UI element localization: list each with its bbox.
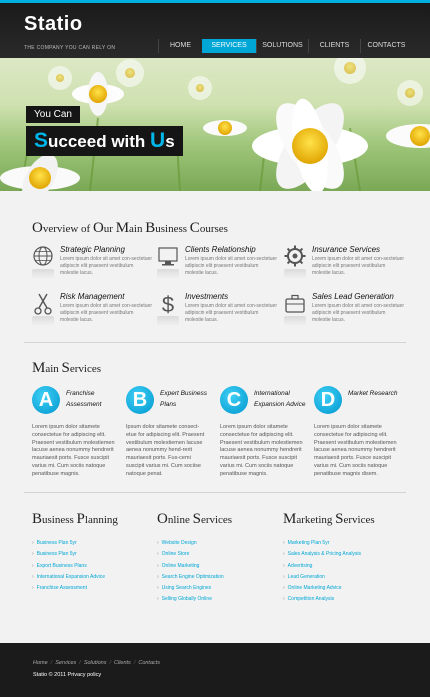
column-title: Marketing Services: [283, 511, 375, 527]
list-item[interactable]: › Marketing Plan 5yr: [283, 540, 330, 546]
site-header: [0, 3, 430, 58]
service-text: Lorem ipsum dolor sitamete consectetue for adipiscing elit. Praesent vestibulum molestiemen lacuse aenea nonummy hendrerit mauriaesit ports. Fusce suscipit varius mi. Cum sociis natoque penatibuse magnis.: [32, 424, 115, 477]
briefcase-icon: [284, 292, 306, 316]
footer-link-solutions[interactable]: Solutions: [83, 660, 107, 666]
list-item[interactable]: › Website Design: [157, 540, 197, 546]
feature-text: Lorem ipsum dolor sit amet con-sectetuer adipiscin elit praesent vestibulum molestie lacus.: [312, 256, 404, 276]
gear-icon: [284, 245, 306, 269]
monitor-icon: [157, 245, 179, 269]
dollar-icon: [157, 292, 179, 316]
list-item[interactable]: › International Expansion Advice: [32, 573, 106, 580]
list-item[interactable]: › Advertising: [283, 562, 313, 569]
chevron-right-icon: ›: [283, 540, 285, 546]
chevron-right-icon: ›: [157, 551, 159, 558]
service-badge-c: C: [220, 386, 248, 414]
nav-solutions[interactable]: SOLUTIONS: [256, 39, 308, 53]
footer-link-contacts[interactable]: Contacts: [138, 660, 161, 666]
feature-title[interactable]: Sales Lead Generation: [312, 292, 394, 301]
service-title[interactable]: Market Research: [348, 390, 398, 397]
main-services-title: Main Services: [32, 360, 102, 376]
list-item[interactable]: › Franchise Assessment: [32, 585, 87, 592]
nav-clients[interactable]: CLIENTS: [308, 39, 360, 53]
nav-contacts[interactable]: CONTACTS: [360, 39, 412, 53]
list-item[interactable]: › Competition Analysis: [283, 596, 335, 603]
service-badge-b: B: [126, 386, 154, 414]
list-item[interactable]: › Business Plan 5yr: [32, 551, 77, 558]
chevron-right-icon: ›: [32, 573, 34, 580]
footer-link-clients[interactable]: Clients: [114, 660, 131, 666]
divider: [24, 342, 406, 343]
list-item[interactable]: › Search Engine Optimization: [157, 573, 224, 580]
chevron-right-icon: ›: [283, 562, 285, 569]
feature-title[interactable]: Clients Relationship: [185, 245, 256, 254]
service-badge-a: A: [32, 386, 60, 414]
overview-title: Overview of Our Main Business Courses: [32, 220, 228, 236]
service-title[interactable]: Franchise Assessment: [66, 390, 102, 408]
hero-line1: You Can: [26, 106, 80, 123]
list-item[interactable]: › Online Store: [157, 551, 190, 558]
feature-text: Lorem ipsum dolor sit amet con-sectetuer adipiscin elit praesent vestibulum molestie lacus.: [60, 256, 152, 276]
service-text: Lorem ipsum dolor sitamete consectetue for adipiscing elit. Praesent vestibulum molestiemen lacuse aenea nonummy hendrerit mauriaesit ports. Fusce suscipit varius mi. Cum sociis natoque penatibuse magnis.: [220, 424, 303, 477]
globe-icon: [32, 245, 54, 269]
feature-text: Lorem ipsum dolor sit amet con-sectetuer adipiscin elit praesent vestibulum molestie lacus.: [185, 303, 277, 323]
chevron-right-icon: ›: [283, 596, 285, 603]
column-online-services: [157, 511, 275, 606]
chevron-right-icon: ›: [157, 540, 159, 546]
feature-title[interactable]: Insurance Services: [312, 245, 381, 254]
chevron-right-icon: ›: [157, 585, 159, 592]
chevron-right-icon: ›: [157, 562, 159, 569]
service-text: Lorem ipsum dolor sitamete consectetue for adipiscing elit. Praesent vestibulum molestiemen lacuse aenea nonummy hendrerit mauriaesit ports. Fusce suscipit varius mi. Cum sociis natoque penatibuse magnis disem.: [314, 424, 397, 477]
feature-title[interactable]: Risk Management: [60, 292, 125, 301]
hero-slogan: [26, 104, 183, 156]
scissors-icon: [32, 292, 54, 316]
svg-text:$: $: [161, 292, 175, 316]
list-item[interactable]: › Export Business Plans: [32, 562, 87, 569]
list-item[interactable]: › Sales Analysis & Pricing Analysis: [283, 551, 362, 558]
feature-text: Lorem ipsum dolor sit amet con-sectetuer adipiscin elit praesent vestibulum molestie lacus.: [60, 303, 152, 323]
nav-home[interactable]: HOME: [158, 39, 202, 53]
chevron-right-icon: ›: [283, 551, 285, 558]
feature-text: Lorem ipsum dolor sit amet con-sectetuer adipiscin elit praesent vestibulum molestie lacus.: [312, 303, 404, 323]
column-business-planning: [32, 511, 150, 594]
feature-title[interactable]: Strategic Planning: [60, 245, 125, 254]
service-text: Ipsum dolor sitamete consect-etue for adipiscing elit. Praesent vestibulum molestiemen lacuse aenea nonummy hend-rerit mauriaesit ports. Fus-cemi suscipit varius mi. Cum sociise natoque penat.: [126, 424, 205, 477]
site-footer: [0, 643, 430, 697]
chevron-right-icon: ›: [32, 585, 34, 592]
list-item[interactable]: › Online Marketing: [157, 562, 200, 569]
chevron-right-icon: ›: [157, 596, 159, 603]
list-item[interactable]: › Selling Globally Online: [157, 596, 212, 603]
column-marketing-services: [283, 511, 401, 606]
tagline: THE COMPANY YOU CAN RELY ON: [24, 45, 116, 51]
service-title[interactable]: International Expansion Advice: [254, 390, 306, 408]
feature-text: Lorem ipsum dolor sit amet con-sectetuer adipiscin elit praesent vestibulum molestie lacus.: [185, 256, 277, 276]
chevron-right-icon: ›: [32, 562, 34, 569]
chevron-right-icon: ›: [157, 573, 159, 580]
footer-link-services[interactable]: Services: [55, 660, 77, 666]
service-badge-d: D: [314, 386, 342, 414]
nav-services[interactable]: SERVICES: [202, 39, 256, 53]
service-title[interactable]: Expert Business Plans: [160, 390, 207, 408]
chevron-right-icon: ›: [283, 585, 285, 592]
footer-nav: Home / Services / Solutions / Clients / Contacts: [33, 660, 161, 666]
list-item[interactable]: › Lead Generation: [283, 573, 325, 580]
chevron-right-icon: ›: [283, 573, 285, 580]
hero-line2: Succeed with Us: [26, 126, 183, 156]
list-item[interactable]: › Using Search Engines: [157, 585, 212, 592]
chevron-right-icon: ›: [32, 551, 34, 558]
list-item[interactable]: › Business Plan 5yr: [32, 540, 77, 546]
logo[interactable]: Statio: [24, 13, 83, 35]
list-item[interactable]: › Online Marketing Advice: [283, 585, 342, 592]
hero-banner: [0, 58, 430, 191]
divider: [24, 492, 406, 493]
chevron-right-icon: ›: [32, 540, 34, 546]
feature-title[interactable]: Investments: [185, 292, 229, 301]
footer-copyright: Statio © 2011 Privacy policy: [33, 672, 102, 678]
main-nav: [158, 39, 412, 53]
footer-link-home[interactable]: Home: [33, 660, 48, 666]
main-content: [0, 191, 430, 643]
column-title: Business Planning: [32, 511, 118, 527]
column-title: Online Services: [157, 511, 233, 527]
